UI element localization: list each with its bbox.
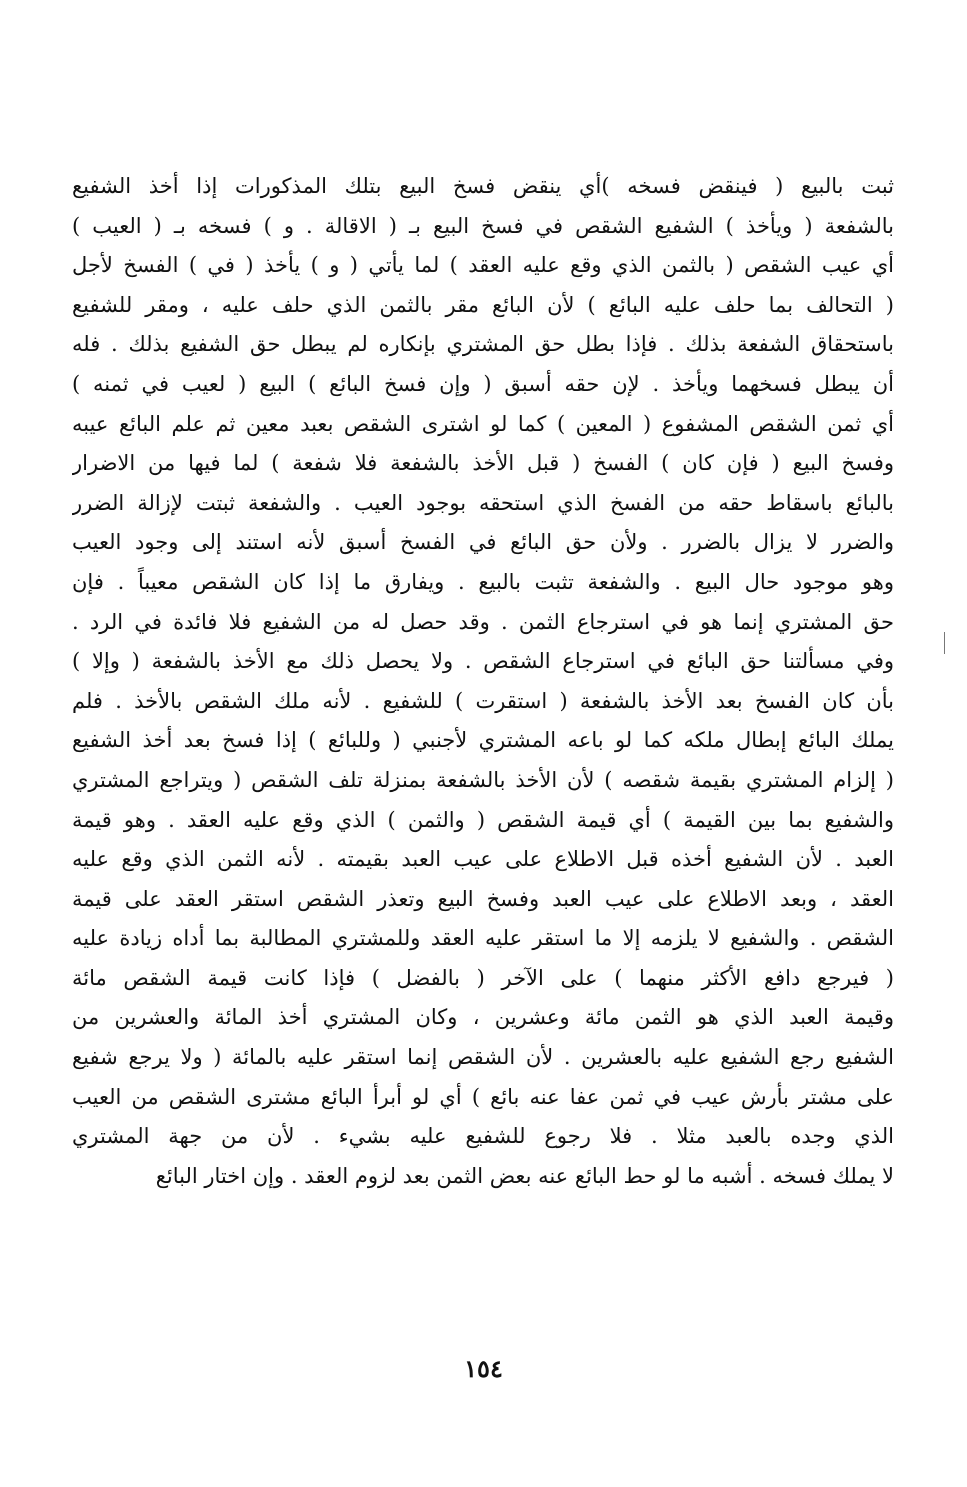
text-line: ( إلزام المشتري بقيمة شقصه ) لأن الأخذ بالشفعة بمنزلة تلف الشقص ( ويتراجع المشتري bbox=[72, 767, 894, 792]
text-line: وفسخ البيع ( فإن كان ) الفسخ ( قبل الأخذ بالشفعة فلا شفعة ) لما فيها من الاضرار bbox=[72, 451, 894, 476]
text-line: العقد ، وبعد الاطلاع على عيب العبد وفسخ البيع وتعذر الشقص استقر العقد على قيمة bbox=[72, 886, 894, 911]
text-line: والضرر لا يزال بالضرر . ولأن حق البائع في الفسخ أسبق لأنه استند إلى وجود العيب bbox=[72, 530, 894, 555]
text-line: الشفيع رجع الشفيع عليه بالعشرين . لأن الشقص إنما استقر عليه بالمائة ( ولا يرجع شفيع bbox=[72, 1045, 894, 1070]
text-line: حق المشتري إنما هو في استرجاع الثمن . وقد حصل له من الشفيع فلا فائدة في الرد . bbox=[72, 609, 894, 634]
text-line: ( فيرجع دافع الأكثر منهما ) على الآخر ( بالفضل ) فإذا كانت قيمة الشقص مائة bbox=[72, 965, 894, 990]
text-line: يملك البائع إبطال ملكه كما لو باعه المشتري لأجنبي ( وللبائع ) إذا فسخ بعد أخذ الشفيع bbox=[72, 728, 894, 753]
margin-mark bbox=[944, 632, 945, 654]
page-number: ١٥٤ bbox=[464, 1354, 503, 1383]
text-line: بالبائع باسقاط حقه من الفسخ الذي استحقه بوجود العيب . والشفعة ثبتت لإزالة الضرر bbox=[72, 490, 894, 515]
body-text bbox=[72, 167, 894, 1196]
text-line: بالشفعة ( ويأخذ ) الشفيع الشقص في فسخ البيع بـ ( الاقالة . و ) فسخه بـ ( العيب ) bbox=[72, 213, 894, 238]
text-line: أي ثمن الشقص المشفوع ( المعين ) كما لو اشترى الشقص بعبد معين ثم علم البائع عيبه bbox=[72, 411, 894, 436]
text-line: وقيمة العبد الذي هو الثمن مائة وعشرين ، وكان المشتري أخذ المائة والعشرين من bbox=[72, 1005, 894, 1030]
text-line: أي عيب الشقص ( بالثمن الذي وقع عليه العقد ) لما يأتي ( و ) يأخذ ( في ) الفسخ لأجل bbox=[72, 253, 894, 278]
text-line: ثبت بالبيع ( فينقض فسخه )أي ينقض فسخ البيع بتلك المذكورات إذا أخذ الشفيع bbox=[72, 174, 894, 198]
text-line: وهو موجود حال البيع . والشفعة تثبت بالبيع . ويفارق ما إذا كان الشقص معيباً . فإن bbox=[72, 569, 894, 594]
text-line: العبد . لأن الشفيع أخذه قبل الاطلاع على عيب العبد بقيمته . لأنه الثمن الذي وقع عليه bbox=[72, 847, 894, 872]
text-line: بأن كان الفسخ بعد الأخذ بالشفعة ( استقرت ) للشفيع . لأنه ملك الشقص بالأخذ . فلم bbox=[72, 688, 894, 713]
text-line: باستحقاق الشفعة بذلك . فإذا بطل حق المشتري بإنكاره لم يبطل حق الشفيع بذلك . فله bbox=[72, 332, 894, 357]
text-line: ( التحالف بما حلف عليه البائع ) لأن البائع مقر بالثمن الذي حلف عليه ، ومقر للشفيع bbox=[72, 292, 894, 317]
text-line: الذي وجده بالعبد مثلا . فلا رجوع للشفيع عليه بشيء . لأن من جهة المشتري bbox=[72, 1124, 894, 1149]
text-line: على مشتر بأرش عيب في ثمن عفا عنه بائع ) أي لو أبرأ البائع مشترى الشقص من العيب bbox=[72, 1084, 894, 1109]
text-line: أن يبطل فسخهما ويأخذ . لإن حقه أسبق ( وإن فسخ البائع ) البيع ( لعيب في ثمنه ) bbox=[72, 371, 894, 396]
text-line: والشفيع بما بين القيمة ) أي قيمة الشقص ( والثمن ) الذي وقع عليه العقد . وهو قيمة bbox=[72, 807, 894, 832]
text-line: لا يملك فسخه . أشبه ما لو حط البائع عنه بعض الثمن بعد لزوم العقد . وإن اختار البائع bbox=[155, 1163, 894, 1188]
text-line: وفي مسألتنا حق البائع في استرجاع الشقص . ولا يحصل ذلك مع الأخذ بالشفعة ( وإلا ) bbox=[72, 649, 894, 674]
text-line: الشقص . والشفيع لا يلزمه إلا ما استقر عليه العقد وللمشتري المطالبة بما أداه زيادة عليه bbox=[72, 926, 894, 951]
